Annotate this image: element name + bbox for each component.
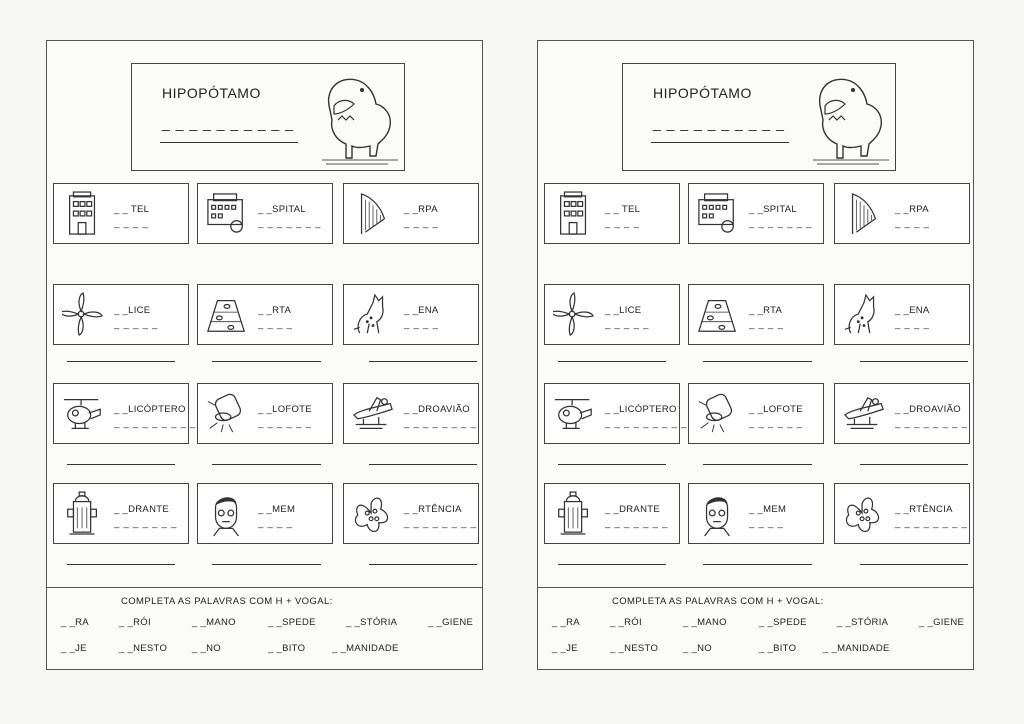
word-card (53, 483, 189, 544)
exercise-word: _ _STÓRIA (346, 617, 398, 628)
helicopter-icon (62, 390, 104, 438)
writing-line (558, 464, 666, 465)
exercise-word: _ _JE (61, 643, 87, 654)
header-box (622, 63, 896, 171)
exercise-word: _ _MANO (192, 617, 236, 628)
harp-icon (352, 190, 394, 238)
hotel-icon (62, 190, 104, 238)
exercise-word: _ _NO (683, 643, 712, 654)
word-blanks: _ _ _ _ (605, 218, 640, 229)
writing-line (67, 564, 175, 565)
writing-line (860, 564, 968, 565)
word-to-complete: _ _RPA (895, 204, 929, 215)
writing-line (651, 142, 789, 143)
divider (538, 587, 973, 588)
exercise-word: _ _MANIDADE (823, 643, 890, 654)
hospital-icon (697, 190, 739, 238)
exercise-word: _ _NO (192, 643, 221, 654)
word-blanks: _ _ _ _ _ _ _ _ (404, 418, 477, 429)
exercise-word: _ _SPEDE (268, 617, 316, 628)
header-box (131, 63, 405, 171)
word-blanks: _ _ _ _ (895, 319, 930, 330)
word-card (688, 183, 824, 244)
exercise-word: _ _BITO (268, 643, 306, 654)
word-to-complete: _ _ TEL (114, 204, 150, 215)
hydrant-icon (553, 490, 595, 538)
word-to-complete: _ _RPA (404, 204, 438, 215)
word-card (834, 383, 970, 444)
word-card (343, 183, 479, 244)
word-card (197, 483, 333, 544)
hyena-icon (843, 291, 885, 339)
word-to-complete: _ _LICE (605, 305, 642, 316)
word-card (343, 483, 479, 544)
word-card (53, 383, 197, 444)
word-card (688, 383, 824, 444)
word-blanks: _ _ _ _ (258, 319, 293, 330)
word-card (343, 383, 479, 444)
writing-line (369, 464, 477, 465)
word-to-complete: _ _MEM (749, 504, 787, 515)
word-to-complete: _ _SPITAL (258, 204, 306, 215)
exercise-word: _ _RÓI (610, 617, 642, 628)
harp-icon (843, 190, 885, 238)
word-to-complete: _ _RTÊNCIA (404, 504, 462, 515)
exercise-word: _ _MANIDADE (332, 643, 399, 654)
word-card (197, 284, 333, 345)
exercise-word: _ _BITO (759, 643, 797, 654)
word-blanks: _ _ _ _ _ _ _ _ (895, 418, 968, 429)
hydrangea-icon (352, 490, 394, 538)
word-to-complete: _ _DRANTE (114, 504, 169, 515)
writing-line (369, 564, 477, 565)
word-card (688, 284, 824, 345)
writing-line (860, 361, 968, 362)
writing-line (160, 142, 298, 143)
word-card (197, 183, 333, 244)
word-blanks: _ _ _ _ _ _ _ (114, 518, 178, 529)
word-card (544, 284, 680, 345)
word-card (834, 284, 970, 345)
word-blanks: _ _ _ _ _ _ _ (258, 218, 322, 229)
word-card (544, 183, 680, 244)
exercise-word: _ _RA (552, 617, 580, 628)
man-icon (697, 490, 739, 538)
word-blanks: _ _ _ _ (404, 319, 439, 330)
hippo-icon (318, 70, 402, 166)
exercise-word: _ _SPEDE (759, 617, 807, 628)
word-to-complete: _ _DRANTE (605, 504, 660, 515)
hotel-icon (553, 190, 595, 238)
helicopter-icon (553, 390, 595, 438)
word-card (343, 284, 479, 345)
word-to-complete: _ _LOFOTE (258, 404, 312, 415)
writing-line (558, 564, 666, 565)
garden-icon (697, 291, 739, 339)
word-blanks: _ _ _ _ _ _ (749, 418, 803, 429)
worksheet-right (537, 40, 974, 670)
writing-line (860, 464, 968, 465)
word-blanks: _ _ _ _ _ _ _ _ (895, 518, 968, 529)
exercise-word: _ _GIENE (428, 617, 474, 628)
exercise-word: _ _RA (61, 617, 89, 628)
word-to-complete: _ _RTA (749, 305, 783, 316)
writing-line (212, 361, 321, 362)
exercise-word: _ _JE (552, 643, 578, 654)
worksheet-left (46, 40, 483, 670)
word-blanks: _ _ _ _ (258, 518, 293, 529)
word-blanks: _ _ _ _ _ _ _ (749, 218, 813, 229)
word-blanks: _ _ _ _ _ _ _ _ _ (605, 418, 688, 429)
exercise-word: _ _NESTO (119, 643, 168, 654)
word-blanks: _ _ _ _ _ _ _ _ _ (114, 418, 197, 429)
writing-line (703, 464, 812, 465)
word-to-complete: _ _LICÓPTERO (114, 404, 186, 415)
title-blanks: _ _ _ _ _ _ _ _ _ _ (162, 115, 294, 131)
divider (47, 587, 482, 588)
exercise-word: _ _GIENE (919, 617, 965, 628)
exercise-word: _ _RÓI (119, 617, 151, 628)
man-icon (206, 490, 248, 538)
word-card (53, 183, 189, 244)
word-to-complete: _ _RTÊNCIA (895, 504, 953, 515)
word-blanks: _ _ _ _ (404, 218, 439, 229)
word-card (197, 383, 333, 444)
writing-line (558, 361, 666, 362)
word-to-complete: _ _DROAVIÃO (404, 404, 470, 415)
word-to-complete: _ _LOFOTE (749, 404, 803, 415)
word-blanks: _ _ _ _ _ (605, 319, 650, 330)
word-blanks: _ _ _ _ _ _ (258, 418, 312, 429)
spotlight-icon (206, 390, 248, 438)
seaplane-icon (352, 390, 394, 438)
word-to-complete: _ _LICE (114, 305, 151, 316)
hippo-icon (809, 70, 893, 166)
word-card (53, 284, 189, 345)
word-blanks: _ _ _ _ (895, 218, 930, 229)
writing-line (67, 361, 175, 362)
word-blanks: _ _ _ _ _ _ _ (605, 518, 669, 529)
exercise-word: _ _STÓRIA (837, 617, 889, 628)
word-to-complete: _ _SPITAL (749, 204, 797, 215)
word-card (688, 483, 824, 544)
hospital-icon (206, 190, 248, 238)
spotlight-icon (697, 390, 739, 438)
writing-line (212, 564, 321, 565)
word-card (834, 483, 970, 544)
word-blanks: _ _ _ _ (749, 518, 784, 529)
hydrant-icon (62, 490, 104, 538)
page-title: HIPOPÓTAMO (162, 85, 261, 101)
title-blanks: _ _ _ _ _ _ _ _ _ _ (653, 115, 785, 131)
exercise-word: _ _MANO (683, 617, 727, 628)
propeller-icon (553, 291, 595, 339)
writing-line (703, 361, 812, 362)
seaplane-icon (843, 390, 885, 438)
exercise-instruction: COMPLETA AS PALAVRAS COM H + VOGAL: (612, 596, 824, 607)
writing-line (369, 361, 477, 362)
word-blanks: _ _ _ _ _ (114, 319, 159, 330)
word-to-complete: _ _MEM (258, 504, 296, 515)
word-to-complete: _ _ENA (404, 305, 439, 316)
hyena-icon (352, 291, 394, 339)
hydrangea-icon (843, 490, 885, 538)
word-to-complete: _ _ TEL (605, 204, 641, 215)
propeller-icon (62, 291, 104, 339)
word-blanks: _ _ _ _ (749, 319, 784, 330)
word-to-complete: _ _LICÓPTERO (605, 404, 677, 415)
word-to-complete: _ _ENA (895, 305, 930, 316)
word-blanks: _ _ _ _ _ _ _ _ (404, 518, 477, 529)
word-to-complete: _ _RTA (258, 305, 292, 316)
word-blanks: _ _ _ _ (114, 218, 149, 229)
page-title: HIPOPÓTAMO (653, 85, 752, 101)
writing-line (212, 464, 321, 465)
word-to-complete: _ _DROAVIÃO (895, 404, 961, 415)
exercise-instruction: COMPLETA AS PALAVRAS COM H + VOGAL: (121, 596, 333, 607)
word-card (544, 483, 680, 544)
writing-line (703, 564, 812, 565)
writing-line (67, 464, 175, 465)
word-card (834, 183, 970, 244)
exercise-word: _ _NESTO (610, 643, 659, 654)
word-card (544, 383, 688, 444)
garden-icon (206, 291, 248, 339)
